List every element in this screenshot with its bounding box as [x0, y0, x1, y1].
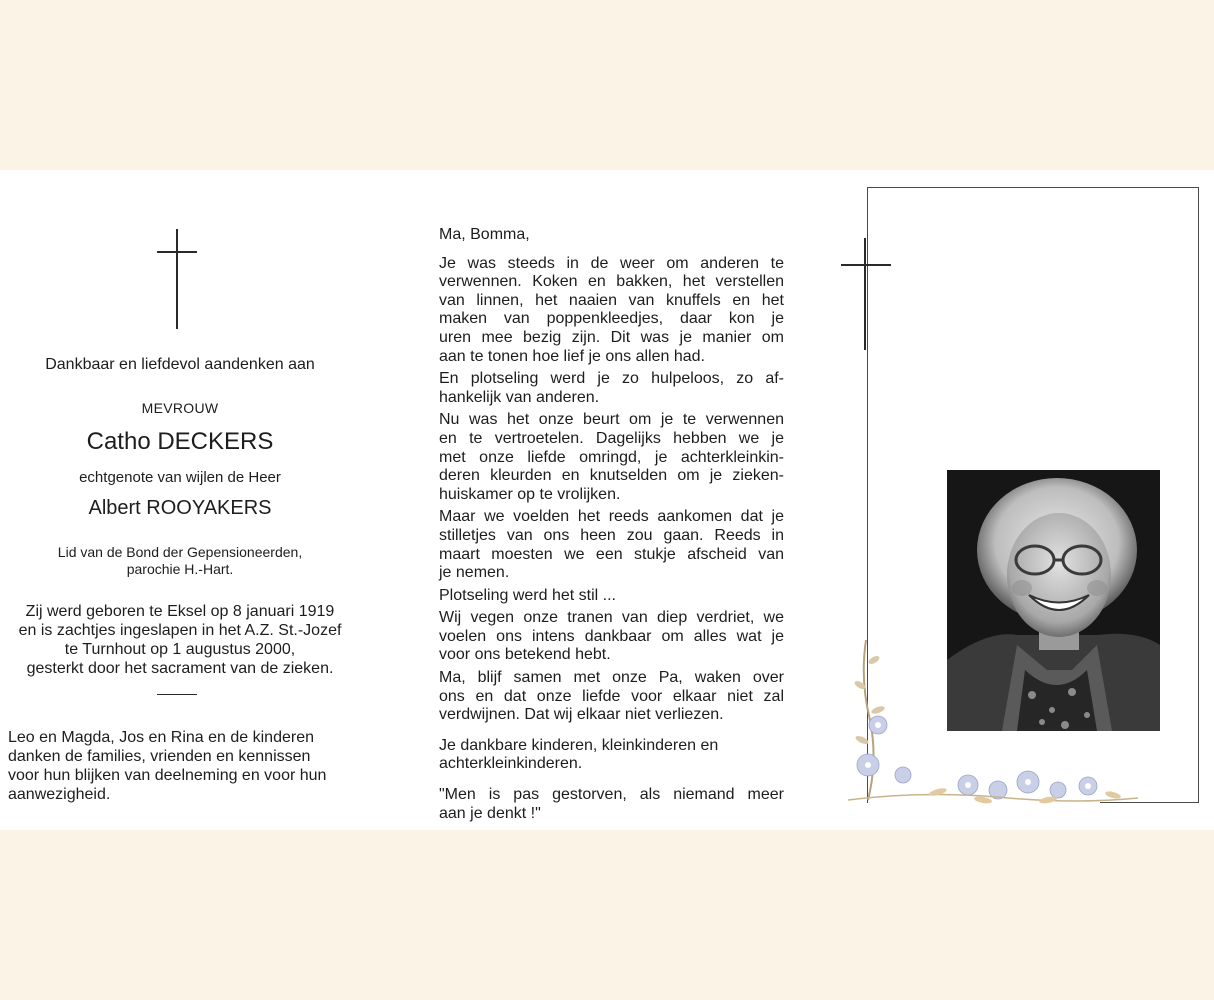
letter-line: je nemen.: [439, 564, 510, 582]
letter-line: maken van poppenkleedjes, daar kon je: [439, 310, 784, 328]
letter-line: voor ons betekend hebt.: [439, 646, 611, 664]
letter-line: Maar we voelden het reeds aankomen dat je: [439, 508, 784, 526]
flower-decoration: [848, 640, 1148, 810]
letter-line: met onze liefde omringd, je achterkleinkin-: [439, 448, 784, 466]
letter-line: aan te tonen hoe lief je ons allen had.: [439, 347, 705, 365]
cross-icon: [841, 238, 891, 350]
deceased-name: Catho DECKERS: [86, 428, 274, 455]
thanks-line: danken de families, vrienden en kennissen: [8, 748, 311, 765]
signature-line: achterkleinkinderen.: [439, 755, 583, 773]
bio-line: gesterkt door het sacrament van de zieken.: [26, 660, 334, 677]
letter-line: van linnen, het naaien van knuffels en het: [439, 291, 784, 309]
letter-line: Wij vegen onze tranen van diep verdriet, we: [439, 609, 784, 627]
paragraph: [439, 609, 784, 665]
letter-line: deren kleurden en knutselden om je zieken-: [439, 467, 784, 485]
membership-text: [0, 544, 360, 578]
quote-line: aan je denkt !": [439, 804, 541, 822]
letter-line: stilletjes van ons heen zou gaan. Reeds in: [439, 526, 784, 544]
spouse-name: Albert ROOYAKERS: [88, 497, 272, 519]
letter-line: uren mee bezig zijn. Dit was je manier om: [439, 328, 784, 346]
letter-line: Plotseling werd het stil ...: [439, 586, 616, 604]
bio-line: te Turnhout op 1 augustus 2000,: [64, 641, 296, 658]
thanks-line: voor hun blijken van deelneming en voor hun: [8, 767, 327, 784]
paragraph: [439, 411, 784, 504]
signature-line: Je dankbare kinderen, kleinkinderen en: [439, 736, 719, 754]
letter-line: Ma, blijf samen met onze Pa, waken over: [439, 669, 784, 687]
left-panel: [0, 170, 360, 830]
paragraph: [439, 587, 784, 606]
biography-text: [0, 602, 360, 678]
paragraph: [439, 255, 784, 367]
letter-text: [439, 226, 784, 827]
paragraph: [439, 370, 784, 407]
salutation: [439, 226, 784, 245]
divider: [157, 694, 197, 695]
letter-line: verdwijnen. Dat wij elkaar niet verliezen.: [439, 706, 724, 724]
letter-line: Nu was het onze beurt om je te verwennen: [439, 411, 784, 429]
thanks-line: aanwezigheid.: [8, 786, 111, 803]
letter-line: en te vertroetelen. Dagelijks hebben we je: [439, 429, 784, 447]
paragraph: [439, 669, 784, 725]
bio-line: Zij werd geboren te Eksel op 8 januari 1919: [25, 603, 335, 620]
quote-line: "Men is pas gestorven, als niemand meer: [439, 786, 784, 804]
letter-line: hankelijk van anderen.: [439, 388, 600, 406]
cross-icon: [157, 229, 197, 329]
bio-line: en is zachtjes ingeslapen in het A.Z. St.-Jozef: [18, 622, 342, 639]
paragraph: [439, 508, 784, 582]
letter-line: verwennen. Koken en bakken, het verstellen: [439, 273, 784, 291]
memorial-card: [0, 170, 1214, 830]
membership-line: parochie H.-Hart.: [126, 561, 234, 577]
frame-edge: [1198, 187, 1199, 802]
letter-line: En plotseling werd je zo hulpeloos, zo af-: [439, 370, 784, 388]
thanks-text: [8, 728, 353, 804]
intro-text: Dankbaar en liefdevol aandenken aan: [45, 356, 315, 373]
letter-line: ons en dat onze liefde voor elkaar niet zal: [439, 687, 784, 705]
salutation-line: Ma, Bomma,: [439, 226, 530, 243]
thanks-line: Leo en Magda, Jos en Rina en de kinderen: [8, 729, 314, 746]
quote: [439, 786, 784, 823]
membership-line: Lid van de Bond der Gepensioneerden,: [57, 544, 303, 560]
signature: [439, 737, 784, 774]
letter-line: huiskamer op te vrolijken.: [439, 485, 621, 503]
spouse-intro: echtgenote van wijlen de Heer: [79, 469, 281, 486]
letter-line: voelen ons intens dankbaar om alles wat je: [439, 627, 784, 645]
letter-line: Je was steeds in de weer om anderen te: [439, 254, 784, 272]
honorific-title: MEVROUW: [141, 400, 219, 416]
letter-line: maart moesten we een stukje afscheid van: [439, 545, 784, 563]
